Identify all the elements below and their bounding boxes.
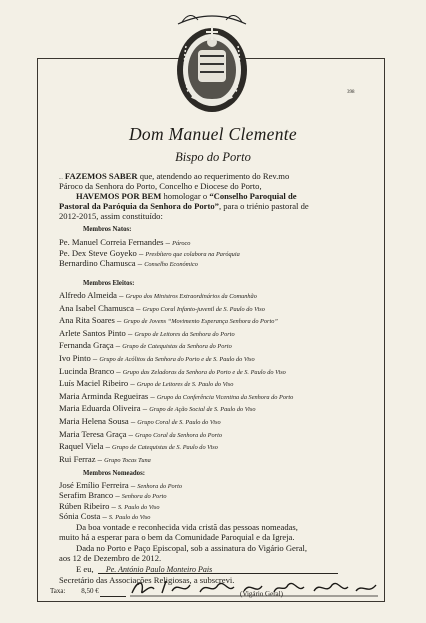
- member-role: Grupo dos Ministros Extraordinários da Comunhão: [125, 293, 257, 300]
- eleitos-heading: Membros Eleitos:: [83, 280, 135, 287]
- member-dash: –: [133, 302, 143, 313]
- member-name: Maria Arminda Regueiras: [59, 390, 149, 401]
- episcopal-crest-icon: [172, 6, 252, 118]
- intro-line-1-rest: que, atendendo ao requerimento do Rev.mo: [139, 171, 290, 181]
- member-name: Pe. Manuel Correia Fernandes: [59, 237, 164, 247]
- closing-line-2: muito há a esperar para o bem da Comunidade Paroquial e da Igreja.: [59, 532, 295, 542]
- natos-heading: Membros Natos:: [83, 226, 132, 233]
- eleitos-member-row: [59, 290, 257, 302]
- eleitos-member-row: [59, 429, 222, 441]
- member-role: Grupo de Leitores de S. Paulo do Viso: [136, 381, 234, 389]
- intro-line-4-rest: , para o triénio pastoral de: [218, 201, 309, 211]
- member-dash: –: [135, 258, 145, 268]
- natos-member-row: [59, 258, 198, 270]
- member-dash: –: [128, 480, 138, 490]
- bishop-title: Dom Manuel Clemente: [128, 124, 298, 144]
- member-name: Rúben Ribeiro: [59, 500, 110, 511]
- havemos-por-bem: HAVEMOS POR BEM: [76, 191, 162, 201]
- member-role: Presbítero que colabora na Paróquia: [145, 250, 240, 258]
- member-role: Grupo Coral da Senhora do Porto: [135, 431, 223, 439]
- member-dash: –: [125, 327, 135, 338]
- eleitos-member-row: [59, 454, 151, 466]
- member-role: Grupo de Catequistas de S. Paulo do Viso: [112, 444, 218, 452]
- member-name: Serafim Branco: [59, 490, 114, 501]
- member-dash: –: [103, 441, 113, 452]
- member-name: Lucinda Branco: [59, 365, 115, 376]
- eleitos-member-row: [59, 391, 293, 403]
- council-name-part-1: “Conselho Paroquial de: [209, 191, 297, 201]
- member-dash: –: [90, 353, 100, 363]
- intro-line-3-rest: homologar o: [163, 191, 208, 201]
- member-dash: –: [140, 403, 150, 414]
- closing-line-6: Secretário das Associações Religiosas, a subscrevi.: [59, 575, 235, 585]
- member-dash: –: [163, 237, 173, 247]
- fazemos-saber: FAZEMOS SABER: [64, 171, 138, 181]
- secretary-handwritten-name: Pe. António Paulo Monteiro Pais: [105, 565, 213, 574]
- member-dash: –: [114, 315, 124, 326]
- member-role: Grupo de Ação Social de S. Paulo do Viso: [149, 406, 256, 414]
- member-dash: –: [117, 290, 126, 300]
- member-name: Alfredo Almeida: [59, 290, 117, 300]
- member-name: Ivo Pinto: [59, 353, 91, 363]
- taxa-line: [50, 586, 99, 596]
- eleitos-member-row: [59, 416, 221, 428]
- member-name: José Emílio Ferreira: [59, 480, 129, 490]
- intro-line-3: [76, 191, 297, 201]
- member-dash: –: [95, 453, 105, 464]
- closing-line-4: aos 12 de Dezembro de 2012.: [59, 553, 162, 563]
- eleitos-member-row: [59, 315, 278, 327]
- taxa-value: 8,50 €: [81, 587, 99, 595]
- eleitos-member-row: [59, 441, 218, 453]
- member-name: Fernanda Graça: [59, 340, 114, 351]
- closing-line-3: Dada no Porto e Paço Episcopal, sob a assinatura do Vigário Geral,: [76, 543, 308, 553]
- intro-line-4: [59, 201, 309, 211]
- member-name: Maria Helena Sousa: [59, 416, 129, 426]
- nomeados-heading: Membros Nomeados:: [83, 470, 145, 477]
- eleitos-member-row: [59, 403, 255, 415]
- member-name: Maria Eduarda Oliveira: [59, 403, 141, 414]
- member-name: Maria Teresa Graça: [59, 428, 127, 439]
- council-name-part-2: Pastoral da Paróquia da Senhora do Porto”: [59, 201, 219, 211]
- member-name: Sónia Costa: [59, 511, 101, 522]
- signer-role: (Vigário Geral): [240, 590, 283, 598]
- member-role: Senhora do Porto: [121, 493, 167, 501]
- member-name: Arlete Santos Pinto: [59, 327, 126, 338]
- member-role: Grupo de Leitores da Senhora do Porto: [134, 330, 235, 338]
- member-dash: –: [126, 428, 136, 439]
- member-dash: –: [109, 500, 118, 511]
- member-role: Grupo Coral de S. Paulo do Viso: [137, 419, 221, 426]
- member-role: Grupo de Jovens “Movimento Esperança Senhora do Porto”: [123, 318, 278, 326]
- member-role: Grupo de Catequistas da Senhora do Porto: [122, 343, 232, 351]
- member-role: Grupo Coral Infanto-juvenil de S. Paulo do Viso: [142, 305, 265, 313]
- member-dash: –: [113, 490, 122, 501]
- member-name: Pe. Dex Steve Goyeko: [59, 247, 137, 258]
- closing-e-eu: E eu,: [76, 564, 94, 574]
- member-dash: –: [148, 390, 157, 401]
- member-role: Pároco: [172, 240, 191, 247]
- bishop-subtitle: Bispo do Porto: [175, 150, 251, 164]
- member-role: S. Paulo do Viso: [117, 503, 160, 511]
- member-role: Conselho Económico: [144, 261, 198, 268]
- intro-prefix: ...: [59, 176, 63, 181]
- intro-line-5: 2012-2015, assim constituído:: [59, 211, 163, 221]
- member-role: Senhora do Porto: [137, 483, 183, 490]
- member-role: Grupo da Conferência Vicentina da Senhora do Porto: [156, 393, 294, 401]
- eleitos-member-row: [59, 303, 265, 315]
- member-dash: –: [128, 378, 137, 389]
- member-role: Grupo das Zeladoras da Senhora do Porto e de S. Paulo do Viso: [122, 368, 286, 376]
- page-number: 398: [347, 90, 355, 95]
- member-role: Grupo Tocas Tuna: [104, 456, 151, 464]
- closing-line-1: Da boa vontade e reconhecida vida cristã das pessoas nomeadas,: [76, 522, 298, 532]
- member-dash: –: [136, 247, 146, 258]
- eleitos-member-row: [59, 340, 232, 352]
- eleitos-member-row: [59, 328, 235, 340]
- member-dash: –: [114, 365, 123, 376]
- taxa-label: Taxa:: [50, 587, 66, 595]
- member-name: Ana Isabel Chamusca: [59, 302, 134, 313]
- member-role: Grupo de Acólitos da Senhora do Porto e de S. Paulo do Viso: [99, 356, 255, 363]
- eleitos-member-row: [59, 353, 255, 365]
- member-role: S. Paulo do Viso: [108, 514, 151, 522]
- member-dash: –: [100, 511, 109, 522]
- taxa-underline: [100, 596, 126, 597]
- eleitos-member-row: [59, 378, 233, 390]
- member-name: Bernardino Chamusca: [59, 258, 136, 268]
- intro-line-2: Pároco da Senhora do Porto, Concelho e Diocese do Porto,: [59, 181, 262, 191]
- member-name: Rui Ferraz: [59, 453, 96, 464]
- secretary-signature-line: [98, 573, 338, 574]
- member-dash: –: [128, 416, 138, 426]
- member-dash: –: [113, 340, 123, 351]
- member-name: Luís Maciel Ribeiro: [59, 378, 129, 389]
- member-name: Ana Rita Soares: [59, 315, 115, 326]
- member-name: Raquel Viela: [59, 441, 104, 452]
- eleitos-member-row: [59, 366, 286, 378]
